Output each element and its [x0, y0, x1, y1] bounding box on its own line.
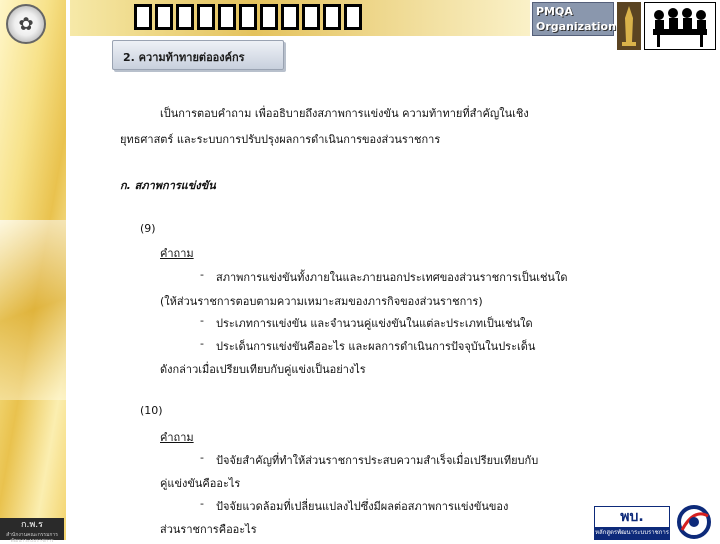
- intro-line-2: ยุทธศาสตร์ และระบบการปรับปรุงผลการดำเนินการของส่วนราชการ: [120, 133, 441, 146]
- q9-item-4-bullet: -: [200, 337, 204, 350]
- tower-icon: [617, 2, 641, 50]
- meeting-people-icon: [644, 2, 716, 50]
- title-glyph-box: [260, 4, 278, 30]
- title-placeholder-boxes: [134, 4, 362, 30]
- q9-item-4: ประเด็นการแข่งขันคืออะไร และผลการดำเนินการปัจจุบันในประเด็น: [216, 340, 536, 353]
- pw-logo-title: พบ.: [595, 507, 669, 527]
- title-glyph-box: [323, 4, 341, 30]
- intro-line-1: เป็นการตอบคำถาม เพื่ออธิบายถึงสภาพการแข่งขัน ความท้าทายที่สำคัญในเชิง: [160, 107, 529, 120]
- title-glyph-box: [134, 4, 152, 30]
- pw-logo-subtitle: หลักสูตรพัฒนาระบบราชการ: [595, 527, 669, 539]
- q9-item-1-bullet: -: [200, 268, 204, 281]
- question-9-label: คำถาม: [160, 247, 194, 260]
- title-glyph-box: [344, 4, 362, 30]
- q10-item-3-bullet: -: [200, 497, 204, 510]
- left-gold-ribbon: [0, 0, 66, 540]
- q9-item-1: สภาพการแข่งขันทั้งภายในและภายนอกประเทศของส่วนราชการเป็นเช่นใด: [216, 271, 568, 284]
- q9-item-3-bullet: -: [200, 314, 204, 327]
- title-glyph-box: [281, 4, 299, 30]
- q10-item-1: ปัจจัยสำคัญที่ทำให้ส่วนราชการประสบความสำเร็จเมื่อเปรียบเทียบกับ: [216, 454, 539, 467]
- opdc-label: ก.พ.ร: [21, 520, 43, 530]
- pw-logo: [594, 506, 670, 540]
- question-10-label: คำถาม: [160, 431, 194, 444]
- opdc-sublabel: สำนักงานคณะกรรมการพัฒนาระบบราชการ: [6, 532, 58, 544]
- q9-item-3: ประเภทการแข่งขัน และจำนวนคู่แข่งขันในแต่ละประเภทเป็นเช่นใด: [216, 317, 533, 330]
- title-glyph-box: [302, 4, 320, 30]
- q10-item-1-bullet: -: [200, 451, 204, 464]
- title-glyph-box: [197, 4, 215, 30]
- subsection-title: ก. สภาพการแข่งขัน: [120, 179, 216, 192]
- q9-item-2: (ให้ส่วนราชการตอบตามความเหมาะสมของภารกิจของส่วนราชการ): [160, 295, 483, 308]
- section-title: 2. ความท้าทายต่อองค์กร: [112, 40, 284, 70]
- pmqa-label: PMQA: [536, 5, 573, 18]
- emblem-icon: ✿: [6, 4, 46, 44]
- title-glyph-box: [155, 4, 173, 30]
- title-glyph-box: [176, 4, 194, 30]
- question-10-number: (10): [140, 404, 163, 417]
- pmqa-organization-badge: [532, 2, 614, 36]
- q10-item-3: ปัจจัยแวดล้อมที่เปลี่ยนแปลงไปซึ่งมีผลต่อสภาพการแข่งขันของ: [216, 500, 509, 513]
- q9-item-5: ดังกล่าวเมื่อเปรียบเทียบกับคู่แข่งเป็นอย่างไร: [160, 363, 366, 376]
- q10-item-2: คู่แข่งขันคืออะไร: [160, 477, 241, 490]
- title-glyph-box: [218, 4, 236, 30]
- circular-logo-icon: [674, 504, 714, 540]
- opdc-logo: [0, 518, 64, 544]
- organization-label: Organization: [536, 20, 616, 33]
- q10-item-4: ส่วนราชการคืออะไร: [160, 523, 257, 536]
- question-9-number: (9): [140, 222, 156, 235]
- title-glyph-box: [239, 4, 257, 30]
